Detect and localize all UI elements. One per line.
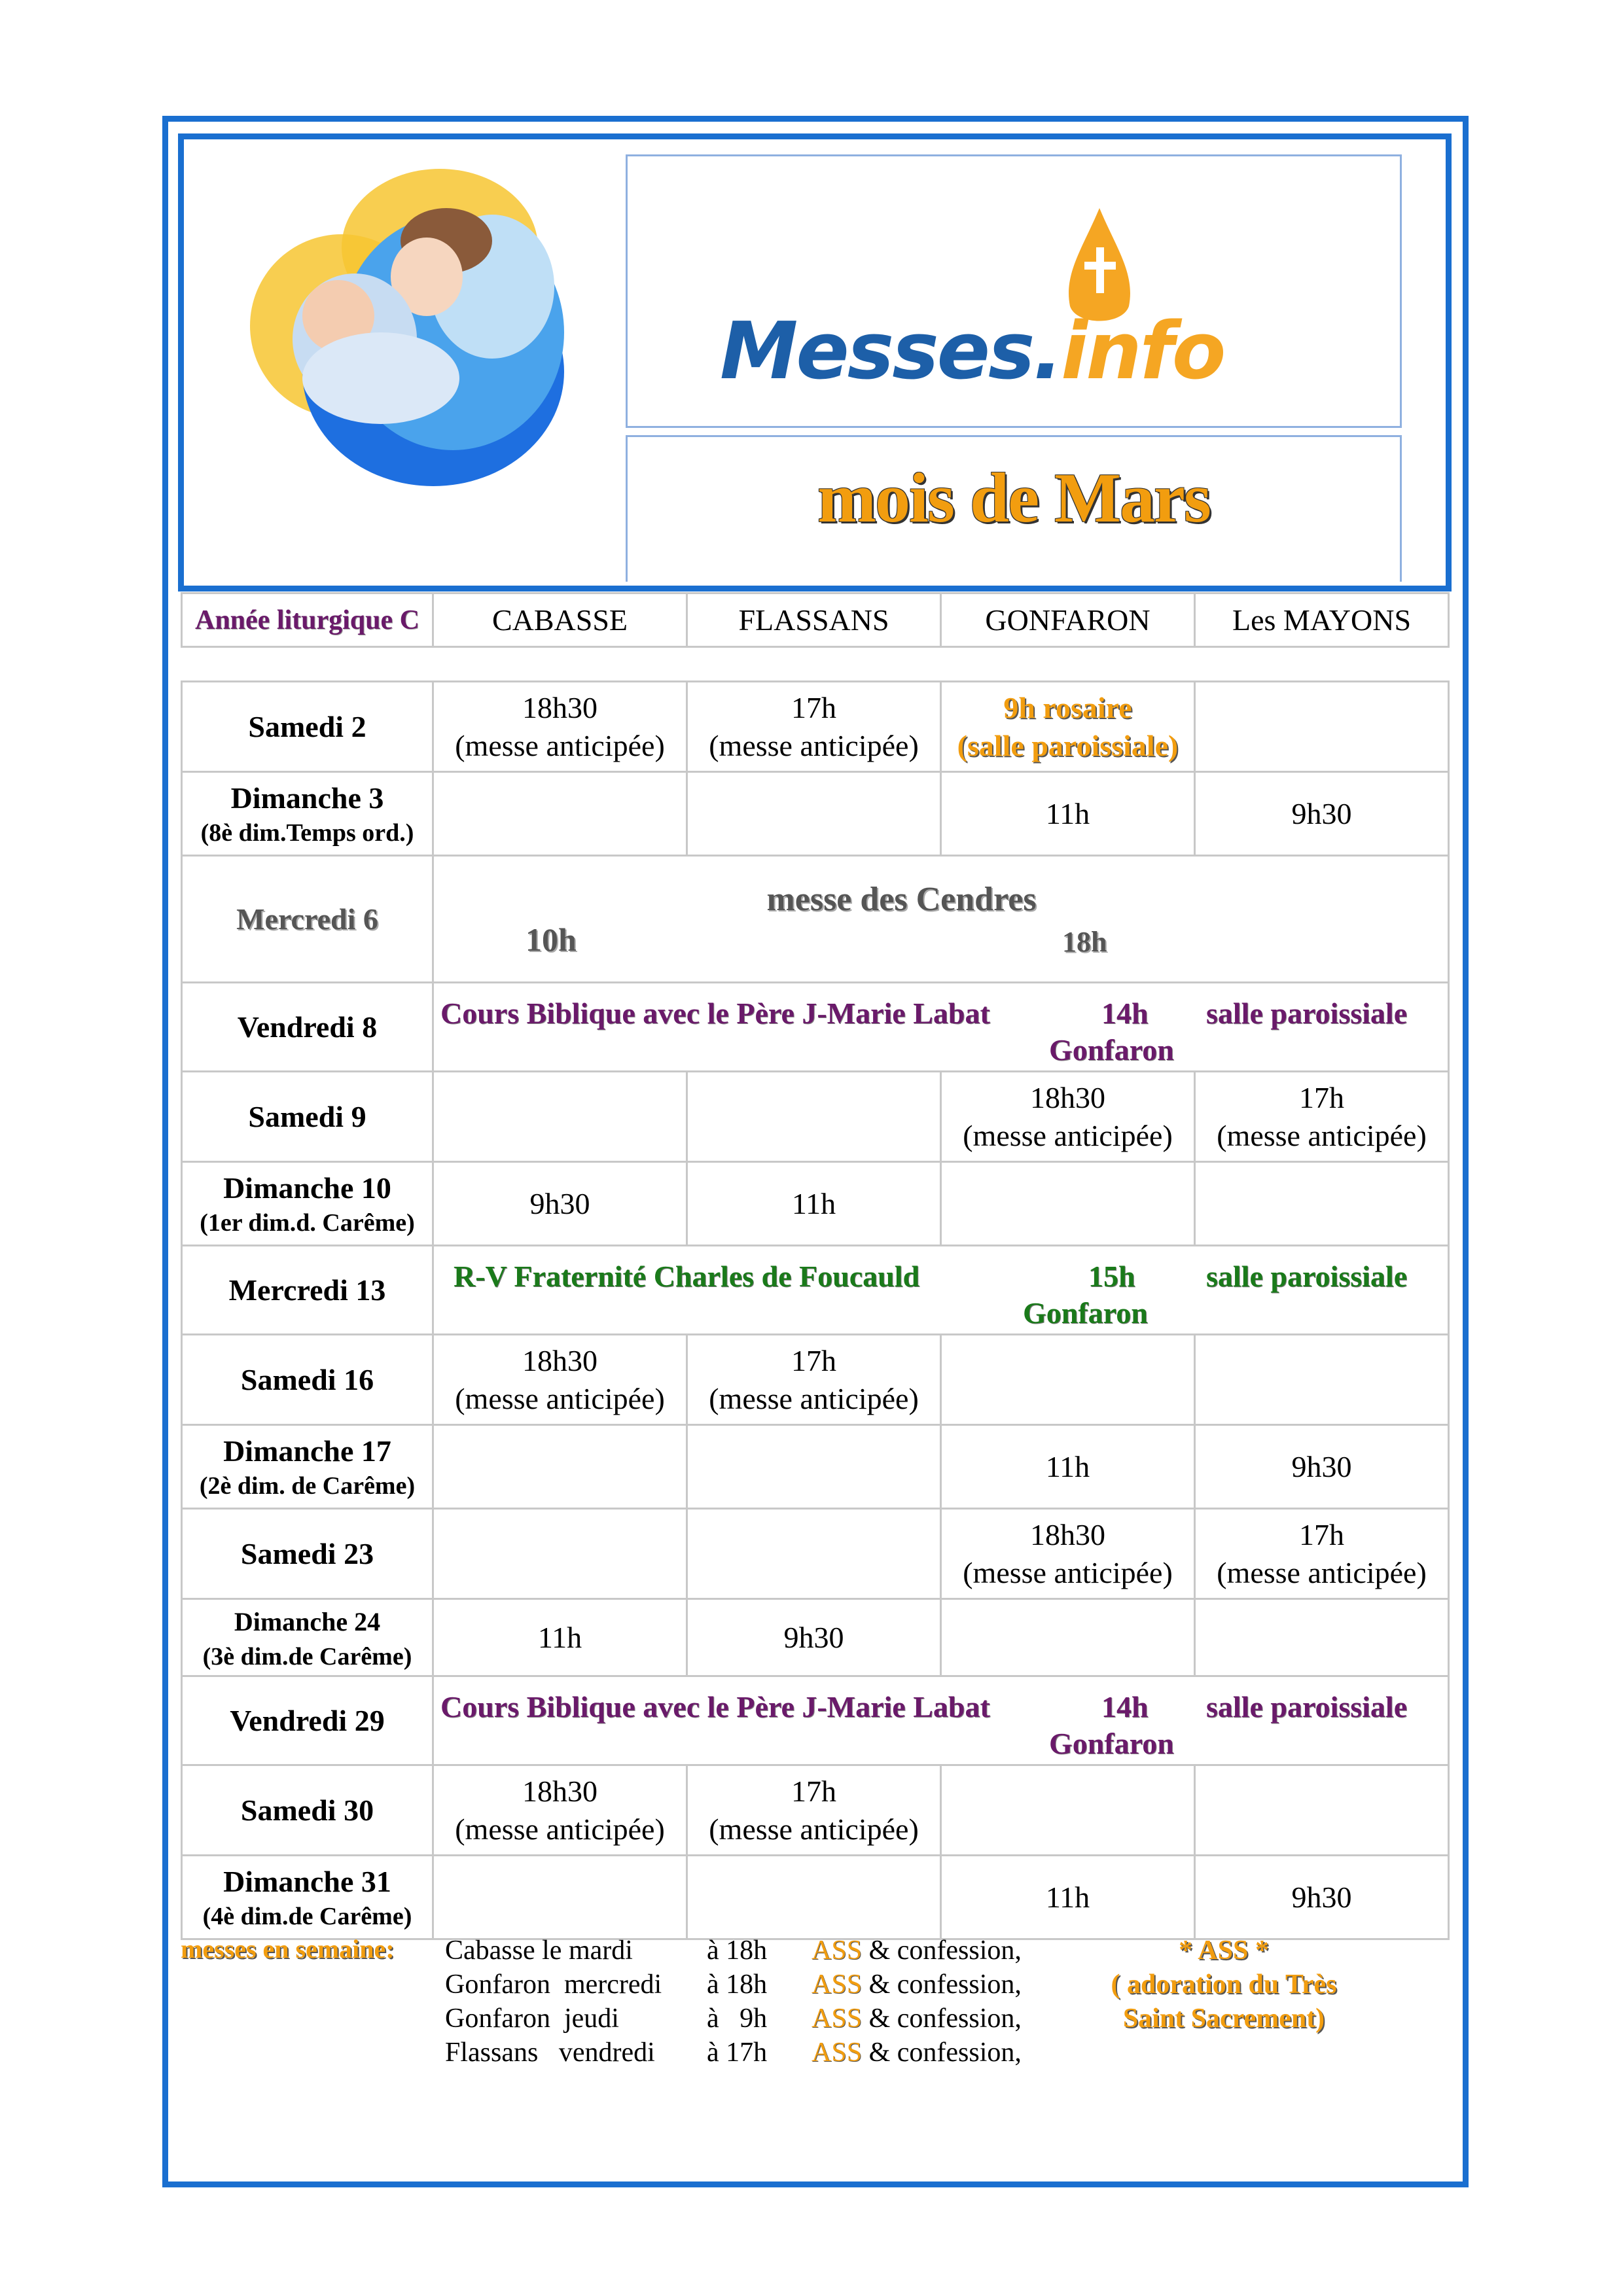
mass-time-cell <box>941 1162 1195 1246</box>
day-label: Samedi 23 <box>240 1536 374 1570</box>
weekday-mass-place: Flassans vendredi <box>445 2038 655 2068</box>
mass-time: 17h <box>791 1774 836 1808</box>
liturgical-sunday-label: (8è dim.Temps ord.) <box>200 819 414 847</box>
day-cell <box>182 1509 433 1599</box>
day-label: Vendredi 8 <box>237 1010 378 1044</box>
mass-time: 11h <box>537 1620 582 1654</box>
mass-time-cell <box>941 682 1195 772</box>
day-cell <box>182 1599 433 1676</box>
day-label: Samedi 16 <box>240 1362 374 1396</box>
day-cell <box>182 1072 433 1162</box>
schedule-table <box>181 680 1450 1940</box>
mass-note: (messe anticipée) <box>709 728 919 762</box>
day-label: Dimanche 3 <box>230 781 384 815</box>
event-place: salle paroissiale <box>1206 1259 1408 1293</box>
mass-time-cell <box>687 1856 941 1939</box>
adoration-note-line2: ( adoration du Très <box>1111 1969 1337 2000</box>
mass-note: (messe anticipée) <box>709 1812 919 1846</box>
weekday-mass-place: Gonfaron mercredi <box>445 1969 662 2000</box>
schedule-row <box>182 1425 1449 1509</box>
mass-time-cell <box>433 1425 687 1509</box>
mass-time-cell <box>941 1509 1195 1599</box>
day-label: Dimanche 31 <box>223 1864 391 1898</box>
special-event-cell <box>433 1246 1449 1335</box>
mass-time-cell <box>687 1599 941 1676</box>
mass-time-cell <box>941 1072 1195 1162</box>
mass-time: 17h <box>791 1343 836 1377</box>
schedule-row <box>182 1072 1449 1162</box>
mass-time-cell <box>687 1765 941 1856</box>
adoration-note-line3: Saint Sacrement) <box>1122 2004 1325 2034</box>
mass-time: 17h <box>791 690 836 724</box>
weekday-mass-place: Cabasse le mardi <box>445 1935 633 1966</box>
weekday-mass-rest: & confession, <box>868 2038 1022 2068</box>
day-label: Vendredi 29 <box>230 1703 385 1737</box>
schedule-row <box>182 1676 1449 1765</box>
brand-name-suffix: info <box>1061 306 1224 397</box>
liturgical-sunday-label: (3è dim.de Carême) <box>202 1642 412 1670</box>
special-event-cell <box>433 1676 1449 1765</box>
schedule-row <box>182 1162 1449 1246</box>
event-name: Cours Biblique avec le Père J-Marie Labat <box>440 996 990 1030</box>
mass-time: 11h <box>1045 1880 1090 1914</box>
day-cell <box>182 1765 433 1856</box>
weekday-mass-time: à 9h <box>707 2004 768 2034</box>
mass-time-cell <box>687 1162 941 1246</box>
schedule-row <box>182 856 1449 983</box>
weekday-mass-time: à 18h <box>707 1935 768 1966</box>
mass-time-cell <box>433 1072 687 1162</box>
day-label: Dimanche 24 <box>234 1606 381 1636</box>
mass-time-cell <box>1195 1072 1449 1162</box>
mass-time-cell <box>1195 1335 1449 1425</box>
day-cell <box>182 772 433 856</box>
weekday-mass-line <box>445 2002 1022 2036</box>
header-table <box>181 592 1450 648</box>
ass-label: ASS <box>812 1969 863 2000</box>
mass-time-cell <box>433 682 687 772</box>
mass-note: (messe anticipée) <box>709 1381 919 1415</box>
mass-time-cell <box>433 1765 687 1856</box>
event-time-right: 18h <box>1062 925 1107 958</box>
brand-logo <box>720 306 1224 397</box>
ass-label: ASS <box>812 2004 863 2034</box>
ass-label: ASS <box>812 1935 863 1966</box>
mass-time: 18h30 <box>522 690 597 724</box>
mass-time: 18h30 <box>522 1774 597 1808</box>
liturgical-year-label: Année liturgique C <box>182 593 433 647</box>
mass-time-cell <box>687 1072 941 1162</box>
liturgical-sunday-label: (2è dim. de Carême) <box>199 1472 416 1500</box>
mass-time: 9h30 <box>1291 1449 1352 1483</box>
mass-time-cell <box>941 1856 1195 1939</box>
mass-time: 11h <box>1045 1449 1090 1483</box>
mass-time: 9h30 <box>1291 1880 1352 1914</box>
schedule-row <box>182 1599 1449 1676</box>
mass-time-cell <box>687 1335 941 1425</box>
weekday-mass-line <box>445 1934 1022 1968</box>
event-town: Gonfaron <box>1049 1726 1174 1760</box>
mass-note: (messe anticipée) <box>455 728 665 762</box>
mass-note: (salle paroissiale) <box>957 728 1179 762</box>
mass-time-cell <box>1195 772 1449 856</box>
mass-note: (messe anticipée) <box>963 1118 1173 1152</box>
mass-note: (messe anticipée) <box>963 1555 1173 1589</box>
madonna-logo-icon <box>230 162 597 489</box>
mass-time-cell <box>687 1509 941 1599</box>
event-time: 14h <box>1101 1689 1149 1723</box>
day-label: Samedi 30 <box>240 1793 374 1827</box>
mass-time: 18h30 <box>1030 1080 1105 1114</box>
schedule-row <box>182 772 1449 856</box>
day-cell <box>182 1425 433 1509</box>
mass-note: (messe anticipée) <box>1217 1118 1427 1152</box>
mass-time-cell <box>1195 1509 1449 1599</box>
event-town: Gonfaron <box>1049 1033 1174 1067</box>
mass-time: 17h <box>1299 1517 1344 1551</box>
mass-time-cell <box>433 1856 687 1939</box>
mass-time-cell <box>941 1425 1195 1509</box>
weekday-mass-rest: & confession, <box>868 1969 1022 2000</box>
mass-time-cell <box>687 772 941 856</box>
event-time: 15h <box>1088 1259 1135 1293</box>
day-label: Mercredi 6 <box>236 902 378 936</box>
mass-time-cell <box>941 1765 1195 1856</box>
event-time: 14h <box>1101 996 1149 1030</box>
event-place: salle paroissiale <box>1206 996 1408 1030</box>
mass-time-cell <box>433 772 687 856</box>
mass-time: 17h <box>1299 1080 1344 1114</box>
month-title: mois de Mars <box>817 459 1210 537</box>
ash-wednesday-event-cell <box>433 856 1449 983</box>
ass-label: ASS <box>812 2038 863 2068</box>
column-header-les-mayons: Les MAYONS <box>1195 593 1449 647</box>
column-header-cabasse: CABASSE <box>433 593 687 647</box>
mass-time-cell <box>1195 1162 1449 1246</box>
day-cell <box>182 1335 433 1425</box>
schedule-row <box>182 983 1449 1072</box>
mass-note: (messe anticipée) <box>1217 1555 1427 1589</box>
weekday-mass-line <box>445 1968 1022 2002</box>
liturgical-sunday-label: (1er dim.d. Carême) <box>200 1209 415 1237</box>
weekday-mass-time: à 18h <box>707 1969 768 2000</box>
weekday-mass-time: à 17h <box>707 2038 768 2068</box>
day-label: Samedi 2 <box>248 709 366 743</box>
event-name: R-V Fraternité Charles de Foucauld <box>454 1259 920 1293</box>
liturgical-sunday-label: (4è dim.de Carême) <box>202 1902 412 1930</box>
event-name: Cours Biblique avec le Père J-Marie Labat <box>440 1689 990 1723</box>
day-cell <box>182 1246 433 1335</box>
day-cell <box>182 682 433 772</box>
mass-time: 18h30 <box>522 1343 597 1377</box>
mass-time-cell <box>1195 1765 1449 1856</box>
mass-time-cell <box>1195 1856 1449 1939</box>
weekday-mass-place: Gonfaron jeudi <box>445 2004 619 2034</box>
day-cell <box>182 983 433 1072</box>
mass-time-cell <box>1195 1599 1449 1676</box>
mass-time: 18h30 <box>1030 1517 1105 1551</box>
mass-time-cell <box>687 1425 941 1509</box>
schedule-row <box>182 1509 1449 1599</box>
day-cell <box>182 1162 433 1246</box>
mass-time-cell <box>433 1509 687 1599</box>
adoration-note-line1: * ASS * <box>1179 1935 1269 1966</box>
adoration-note <box>1073 1934 1374 2036</box>
mass-time: 11h <box>791 1186 836 1220</box>
mass-time-cell <box>1195 682 1449 772</box>
brand-name-main: Messes. <box>720 306 1061 397</box>
mass-time-cell <box>687 682 941 772</box>
event-place: salle paroissiale <box>1206 1689 1408 1723</box>
weekday-masses-label: messes en semaine: <box>181 1934 395 1964</box>
mass-time: 11h <box>1045 796 1090 830</box>
column-header-gonfaron: GONFARON <box>941 593 1195 647</box>
mass-time-cell <box>433 1335 687 1425</box>
weekday-mass-line <box>445 2036 1022 2070</box>
day-cell <box>182 1856 433 1939</box>
schedule-row <box>182 1246 1449 1335</box>
mass-time: 9h30 <box>1291 796 1352 830</box>
weekday-mass-rest: & confession, <box>868 2004 1022 2034</box>
mass-time: 9h rosaire <box>1003 690 1132 724</box>
mass-note: (messe anticipée) <box>455 1812 665 1846</box>
weekday-mass-rest: & confession, <box>868 1935 1022 1966</box>
schedule-row <box>182 1765 1449 1856</box>
schedule-row <box>182 682 1449 772</box>
mass-time-cell <box>1195 1425 1449 1509</box>
special-event-cell <box>433 983 1449 1072</box>
mass-time: 9h30 <box>783 1620 844 1654</box>
day-label: Dimanche 17 <box>223 1434 391 1468</box>
weekday-masses-list <box>445 1934 1022 2070</box>
day-label: Samedi 9 <box>248 1099 366 1133</box>
mass-time-cell <box>941 772 1195 856</box>
column-header-flassans: FLASSANS <box>687 593 941 647</box>
day-label: Dimanche 10 <box>223 1171 391 1205</box>
mass-note: (messe anticipée) <box>455 1381 665 1415</box>
day-cell <box>182 1676 433 1765</box>
schedule-row <box>182 1856 1449 1939</box>
mass-time: 9h30 <box>529 1186 590 1220</box>
mass-time-cell <box>433 1599 687 1676</box>
day-label: Mercredi 13 <box>228 1273 386 1307</box>
mass-time-cell <box>941 1599 1195 1676</box>
schedule-row <box>182 1335 1449 1425</box>
event-time-left: 10h <box>526 921 577 958</box>
mass-time-cell <box>941 1335 1195 1425</box>
event-town: Gonfaron <box>1023 1296 1148 1330</box>
event-title: messe des Cendres <box>766 880 1037 918</box>
mass-time-cell <box>433 1162 687 1246</box>
